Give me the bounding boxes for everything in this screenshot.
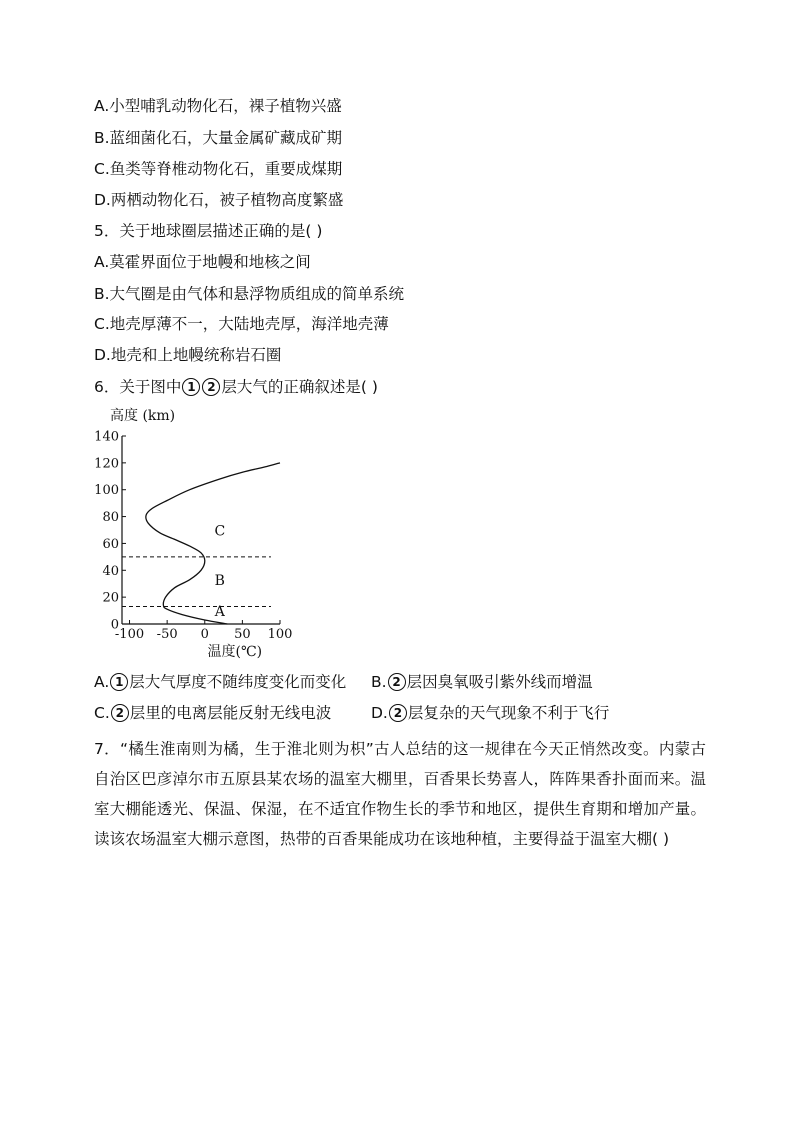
temperature-curve	[146, 463, 280, 624]
layer-label: B	[214, 573, 225, 590]
q6-option-c	[94, 703, 331, 723]
q6-option-c-letter: C.	[94, 704, 110, 722]
q6-option-a	[94, 672, 346, 692]
q5-option-d: D.地壳和上地幔统称岩石圈	[94, 346, 282, 364]
q4-option-c: C.鱼类等脊椎动物化石，重要成煤期	[94, 160, 343, 178]
circled-number-1: 1	[110, 673, 128, 691]
q6-option-d	[371, 703, 609, 723]
q5-stem: 5．关于地球圈层描述正确的是( )	[94, 222, 323, 240]
layer-label: A	[214, 603, 225, 620]
q6-option-a-letter: A.	[94, 673, 110, 691]
q6-stem-suffix: 层大气的正确叙述是( )	[221, 378, 378, 396]
atmosphere-temperature-chart	[90, 405, 320, 665]
circled-number-2: 2	[388, 673, 406, 691]
x-tick-label: -50	[156, 627, 178, 642]
question-7: 7．“橘生淮南则为橘，生于淮北则为枳”古人总结的这一规律在今天正悄然改变。内蒙古自治区巴彦淖尔市五原县某农场的温室大棚里，百香果长势喜人，阵阵果香扑面而来。温室大棚能透光、保温、保湿，在不适宜作物生长的季节和地区，提供生育期和增加产量。读该农场温室大棚示意图，热带的百香果能成功在该地种植，主要得益于温室大棚( )	[94, 740, 706, 848]
y-tick-label: 140	[94, 429, 119, 445]
q6-stem	[94, 377, 378, 397]
y-tick-label: 80	[102, 510, 119, 526]
q5-option-c: C.地壳厚薄不一，大陆地壳厚，海洋地壳薄	[94, 315, 389, 333]
q5-option-a: A.莫霍界面位于地幔和地核之间	[94, 253, 311, 271]
q4-option-b: B.蓝细菌化石，大量金属矿藏成矿期	[94, 129, 343, 147]
y-tick-label: 40	[102, 563, 119, 579]
q6-option-b	[371, 672, 593, 692]
circled-number-1: 1	[182, 378, 200, 396]
q6-option-a-text: 层大气厚度不随纬度变化而变化	[129, 673, 347, 691]
q6-option-d-letter: D.	[371, 704, 388, 722]
q6-option-b-letter: B.	[371, 673, 387, 691]
x-tick-label: 50	[234, 627, 251, 642]
y-tick-label: 60	[102, 536, 119, 552]
q6-option-c-text: 层里的电离层能反射无线电波	[129, 704, 332, 722]
q4-option-d: D.两栖动物化石，被子植物高度繁盛	[94, 191, 344, 209]
circled-number-2: 2	[389, 704, 407, 722]
circled-number-2: 2	[202, 378, 220, 396]
q6-option-d-text: 层复杂的天气现象不利于飞行	[407, 704, 610, 722]
q6-stem-prefix: 6．关于图中	[94, 378, 182, 396]
x-tick-label: -100	[114, 627, 145, 642]
q6-options-row-2	[94, 703, 714, 723]
y-tick-label: 120	[94, 456, 119, 472]
x-tick-label: 0	[200, 627, 209, 642]
layer-label: C	[214, 523, 226, 540]
q6-options-row-1	[94, 672, 714, 692]
y-tick-label: 0	[110, 617, 119, 633]
x-axis-title: 温度(℃)	[207, 644, 263, 660]
x-tick-label: 100	[267, 627, 293, 642]
circled-number-2: 2	[111, 704, 129, 722]
q6-option-b-text: 层因臭氧吸引紫外线而增温	[406, 673, 593, 691]
y-tick-label: 100	[94, 483, 119, 499]
y-tick-label: 20	[102, 590, 119, 606]
y-axis-title: 高度 (km)	[110, 408, 176, 424]
q5-option-b: B.大气圈是由气体和悬浮物质组成的简单系统	[94, 285, 405, 303]
q4-option-a: A.小型哺乳动物化石，裸子植物兴盛	[94, 97, 342, 115]
